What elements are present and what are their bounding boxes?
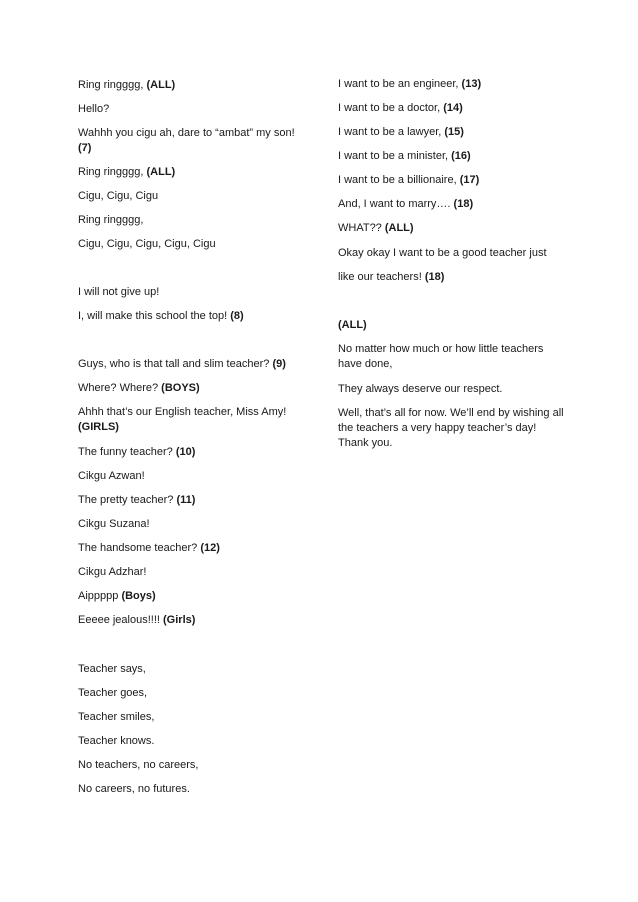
cue: (Boys) [121,590,156,602]
script-line: I want to be a lawyer, (15) [338,126,464,138]
script-line: Cigu, Cigu, Cigu [78,190,159,202]
script-line: They always deserve our respect. [338,383,503,395]
script-line: Okay okay I want to be a good teacher just [338,247,547,259]
script-line: like our teachers! (18) [338,271,445,283]
cue: (14) [443,102,463,114]
script-line: The funny teacher? (10) [78,446,196,458]
cue: (ALL) [146,166,176,178]
cue: (9) [272,358,286,370]
script-line: Cigu, Cigu, Cigu, Cigu, Cigu [78,238,216,250]
script-line: Well, that’s all for now. We’ll end by wishing all the teachers a very happy teacher’s day! Thank you. [338,407,564,449]
script-line: Teacher knows. [78,735,155,747]
cue: (10) [175,446,196,458]
script-line: The pretty teacher? (11) [78,494,196,506]
script-line: Where? Where? (BOYS) [78,382,200,394]
script-line: No teachers, no careers, [78,759,199,771]
script-line [338,318,367,333]
script-line: Cikgu Azwan! [78,470,145,482]
script-line: Ring ringggg, [78,214,144,226]
script-line: I want to be a billionaire, (17) [338,174,480,186]
script-line: Guys, who is that tall and slim teacher? (9) [78,358,286,370]
script-line: And, I want to marry…. (18) [338,198,474,210]
cue: (18) [424,271,445,283]
script-line: Eeeee jealous!!!! (Girls) [78,614,196,626]
cue: (ALL) [338,319,367,331]
cue: (8) [230,310,244,322]
script-line: I, will make this school the top! (8) [78,310,244,322]
script-line: Teacher says, [78,663,146,675]
script-line: Teacher goes, [78,687,148,699]
script-line: I will not give up! [78,286,160,298]
cue: (18) [453,198,474,210]
cue: (ALL) [146,79,176,91]
cue: (ALL) [384,222,414,234]
cue: (GIRLS) [78,421,119,433]
cue: (16) [451,150,471,162]
cue: (Girls) [163,614,196,626]
cue: (11) [176,494,196,506]
script-line: Ahhh that’s our English teacher, Miss Amy! (GIRLS) [78,406,287,433]
cue: (12) [200,542,220,554]
cue: (BOYS) [161,382,200,394]
script-line: Wahhh you cigu ah, dare to “ambat” my son! (7) [78,127,295,154]
script-line: Cikgu Suzana! [78,518,150,530]
script-line: No careers, no futures. [78,783,190,795]
script-line: Cikgu Adzhar! [78,566,147,578]
cue: (17) [459,174,480,186]
script-line: Ring ringggg, (ALL) [78,79,176,91]
script-line: I want to be an engineer, (13) [338,78,482,90]
cue: (15) [444,126,464,138]
script-line: Aippppp (Boys) [78,590,156,602]
cue: (13) [461,78,482,90]
script-line: I want to be a minister, (16) [338,150,471,162]
script-line: The handsome teacher? (12) [78,542,220,554]
script-line: Teacher smiles, [78,711,155,723]
script-line: I want to be a doctor, (14) [338,102,463,114]
script-line: Hello? [78,103,110,115]
script-line: WHAT?? (ALL) [338,222,414,234]
cue: (7) [78,142,92,154]
script-line: Ring ringggg, (ALL) [78,166,176,178]
script-line: No matter how much or how little teachers have done, [338,343,544,370]
